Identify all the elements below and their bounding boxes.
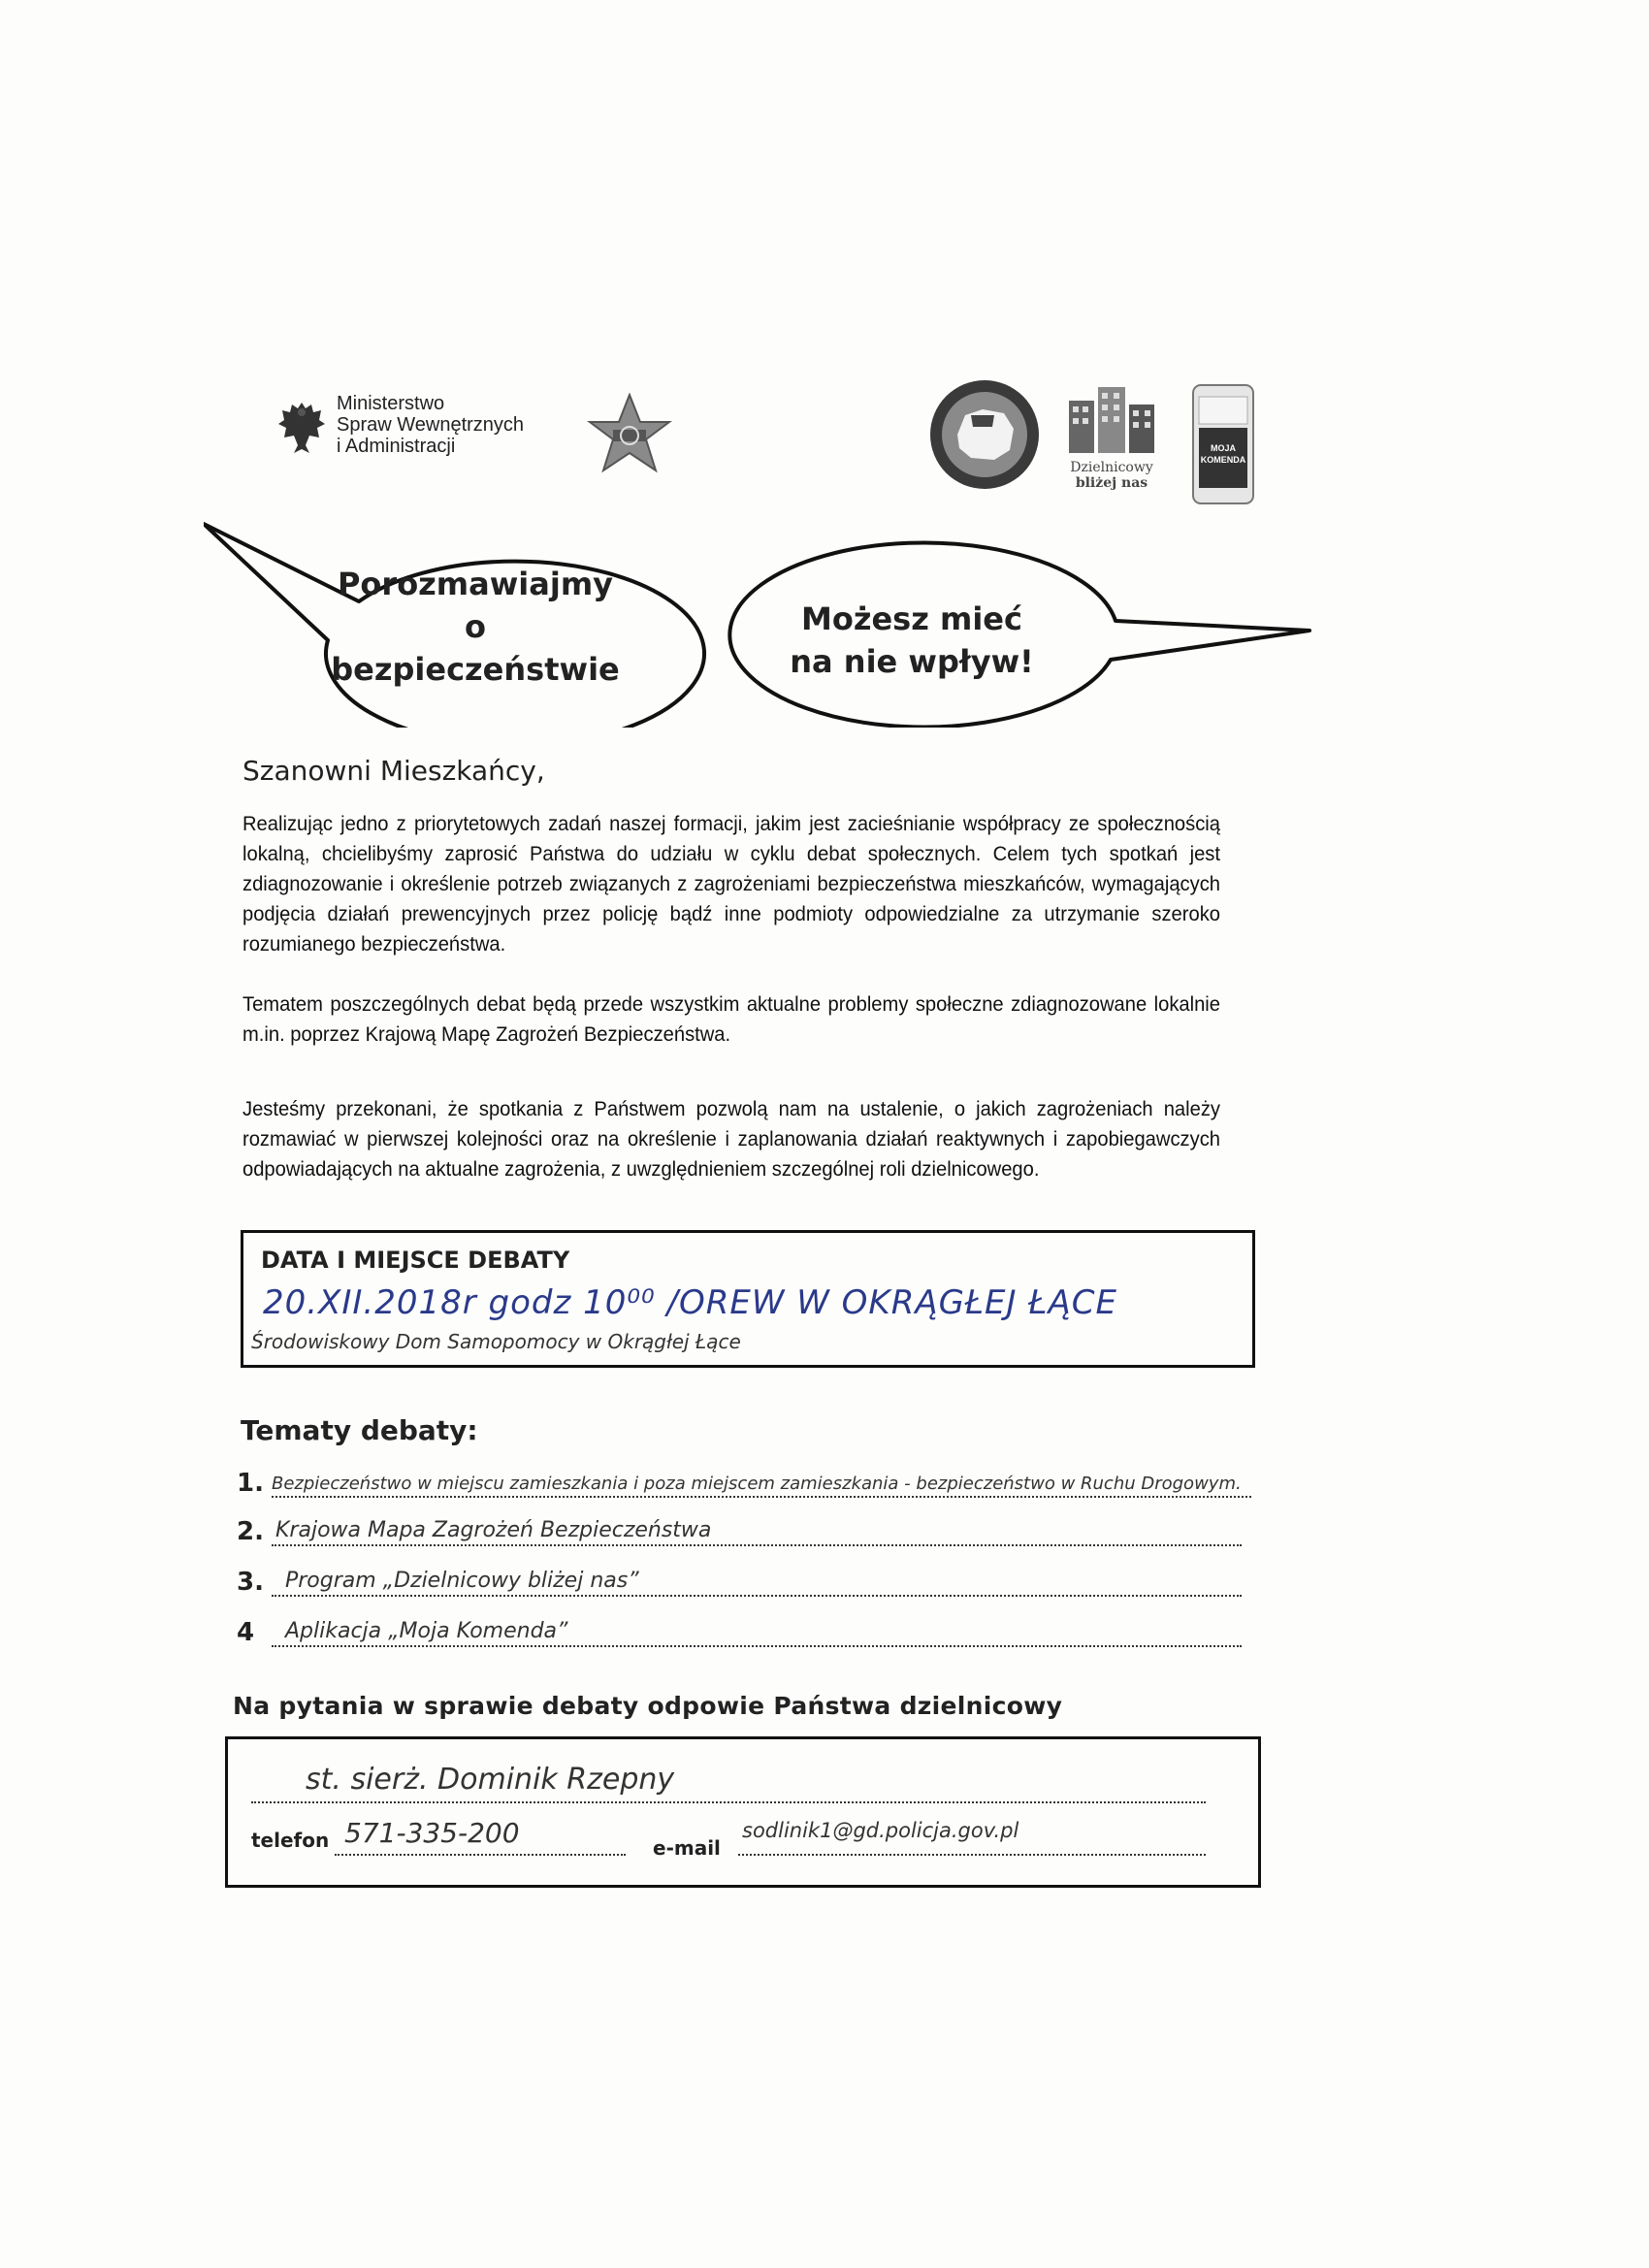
ministry-logo	[276, 393, 567, 461]
debate-box-title: DATA I MIEJSCE DEBATY	[261, 1247, 570, 1274]
topic-text: Krajowa Mapa Zagrożeń Bezpieczeństwa	[275, 1518, 712, 1542]
topic-text: Aplikacja „Moja Komenda”	[285, 1619, 568, 1643]
speech-bubbles	[204, 514, 1319, 728]
polish-eagle-icon	[276, 399, 327, 457]
ministry-name: Ministerstwo Spraw Wewnętrznych i Administracji	[337, 393, 525, 457]
topic-number: 4	[237, 1618, 255, 1647]
left-bubble-text	[320, 563, 630, 691]
topic-item	[237, 1511, 1255, 1550]
right-bubble-line-1: Możesz mieć	[801, 600, 1022, 637]
phone-handwritten: 571-335-200	[344, 1817, 520, 1849]
dotted-line	[272, 1645, 1242, 1647]
topic-text: Program „Dzielnicowy bliżej nas”	[285, 1569, 639, 1593]
paragraph-2: Tematem poszczególnych debat będą przede wszystkim aktualne problemy społeczne zdiagnozowane lokalnie m.in. poprzez Krajową Mapę Zagrożeń Bezpieczeństwa.	[242, 993, 1220, 1046]
right-bubble-text	[757, 598, 1067, 683]
topic-item	[237, 1562, 1255, 1601]
topic-number: 2.	[237, 1517, 264, 1546]
buildings-icon	[1063, 383, 1160, 453]
dzielnicowy-logo	[1063, 383, 1160, 498]
topic-number: 1.	[237, 1469, 264, 1498]
phone-label: telefon	[251, 1829, 330, 1852]
dotted-line	[272, 1544, 1242, 1546]
paragraph-1: Realizując jedno z priorytetowych zadań naszej formacji, jakim jest zacieśnianie współpracy ze społecznością lokalną, chcielibyśmy zaprosić Państwa do udziału w cyklu debat społecznych. Celem tych spotkań jest zdiagnozowanie i określenie potrzeb związanych z zagrożeniami bezpieczeństwa mieszkańców, wymagających podjęcia działań prewencyjnych przez policję bądź inne podmioty odpowiedzialne za utrzymanie szeroko rozumianego bezpieczeństwa.	[242, 813, 1220, 956]
topics-title: Tematy debaty:	[241, 1414, 478, 1446]
paragraph-3: Jesteśmy przekonani, że spotkania z Państwem pozwolą nam na ustalenie, o jakich zagrożeniach należy rozmawiać w pierwszej kolejności oraz na określenie i zaplanowania działań reaktywnych i zapobiegawczych odpowiadających na aktualne zagrożenia, z uwzględnieniem szczególnej roli dzielnicowego.	[242, 1098, 1220, 1181]
debate-venue-handwritten: Środowiskowy Dom Samopomocy w Okrągłej Łące	[251, 1330, 741, 1353]
dotted-line	[335, 1854, 626, 1856]
right-bubble-line-2: na nie wpływ!	[790, 643, 1034, 680]
email-label: e-mail	[653, 1836, 721, 1860]
officer-contact-box	[225, 1736, 1261, 1888]
app-logo-line-1: MOJA	[1210, 443, 1236, 453]
officer-name-handwritten: st. sierż. Dominik Rzepny	[306, 1763, 675, 1797]
dotted-line	[272, 1595, 1242, 1597]
contact-question: Na pytania w sprawie debaty odpowie Państwa dzielnicowy	[233, 1692, 1063, 1720]
dotted-line	[272, 1496, 1251, 1498]
dotted-line	[251, 1801, 1206, 1803]
left-bubble-line-1: Porozmawiajmy	[337, 566, 614, 602]
dzielnicowy-caption-2: bliżej nas	[1075, 475, 1148, 491]
left-bubble-line-2: o bezpieczeństwie	[331, 608, 620, 688]
app-logo-line-2: KOMENDA	[1200, 455, 1246, 465]
moja-komenda-app-logo	[1191, 383, 1255, 505]
debate-date-place-handwritten: 20.XII.2018r godz 10⁰⁰ /OREW W OKRĄGŁEJ ŁĄCE	[263, 1283, 1117, 1322]
greeting: Szanowni Mieszkańcy,	[242, 755, 545, 787]
email-handwritten: sodlinik1@gd.policja.gov.pl	[742, 1819, 1019, 1842]
dzielnicowy-caption-1: Dzielnicowy	[1070, 460, 1153, 475]
topic-item	[237, 1463, 1459, 1502]
dotted-line	[738, 1854, 1206, 1856]
debate-date-place-box	[241, 1230, 1255, 1368]
threat-map-logo-icon	[926, 376, 1043, 493]
topic-number: 3.	[237, 1568, 264, 1597]
police-star-icon	[586, 393, 673, 480]
topic-item	[237, 1612, 1255, 1651]
topic-text: Bezpieczeństwo w miejscu zamieszkania i poza miejscem zamieszkania - bezpieczeństwo w Ruchu Drogowym.	[272, 1474, 1242, 1494]
